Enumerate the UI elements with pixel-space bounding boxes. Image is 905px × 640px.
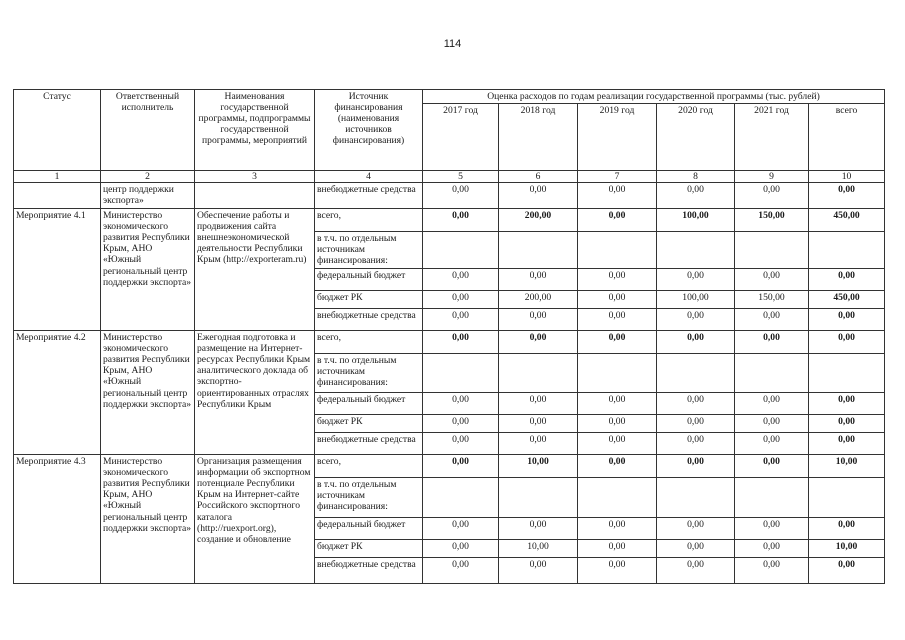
- value-cell: 0,00: [578, 414, 657, 432]
- value-cell: 0,00: [809, 308, 885, 330]
- column-number: 2: [101, 171, 195, 183]
- source-cell: бюджет РК: [315, 414, 423, 432]
- value-cell: 0,00: [578, 432, 657, 454]
- value-cell: 0,00: [578, 208, 657, 231]
- value-cell: 0,00: [809, 268, 885, 290]
- value-cell: 0,00: [423, 208, 499, 231]
- value-cell: 450,00: [809, 208, 885, 231]
- value-cell: 0,00: [578, 308, 657, 330]
- value-cell: 0,00: [499, 517, 578, 539]
- header-year: 2021 год: [735, 104, 809, 171]
- header-status: Статус: [14, 90, 101, 171]
- value-cell: 10,00: [499, 454, 578, 477]
- column-number: 9: [735, 171, 809, 183]
- value-cell: 100,00: [657, 290, 735, 308]
- value-cell: 0,00: [657, 517, 735, 539]
- value-cell: 0,00: [423, 517, 499, 539]
- value-cell: 0,00: [735, 392, 809, 414]
- value-cell: 0,00: [499, 268, 578, 290]
- value-cell: 0,00: [809, 183, 885, 208]
- value-cell: [657, 353, 735, 392]
- value-cell: [657, 231, 735, 268]
- source-cell: в т.ч. по отдельным источникам финансирования:: [315, 231, 423, 268]
- value-cell: 10,00: [809, 454, 885, 477]
- value-cell: [578, 353, 657, 392]
- executor-cell: центр поддержки экспорта»: [101, 183, 195, 208]
- source-cell: всего,: [315, 208, 423, 231]
- value-cell: 150,00: [735, 290, 809, 308]
- column-number: 3: [195, 171, 315, 183]
- value-cell: [809, 353, 885, 392]
- value-cell: 10,00: [809, 539, 885, 557]
- value-cell: 0,00: [499, 392, 578, 414]
- value-cell: [499, 231, 578, 268]
- page-number: 114: [443, 38, 462, 50]
- value-cell: 0,00: [578, 183, 657, 208]
- value-cell: 0,00: [578, 454, 657, 477]
- value-cell: 0,00: [423, 557, 499, 583]
- value-cell: [578, 477, 657, 517]
- header-year: 2017 год: [423, 104, 499, 171]
- value-cell: 0,00: [735, 268, 809, 290]
- column-number: 5: [423, 171, 499, 183]
- value-cell: 0,00: [423, 183, 499, 208]
- source-cell: внебюджетные средства: [315, 557, 423, 583]
- value-cell: 0,00: [423, 330, 499, 353]
- header-source: Источник финансирования (наименования источников финансирования): [315, 90, 423, 171]
- value-cell: [809, 231, 885, 268]
- value-cell: 0,00: [578, 557, 657, 583]
- source-cell: внебюджетные средства: [315, 183, 423, 208]
- column-number: 7: [578, 171, 657, 183]
- value-cell: 0,00: [735, 330, 809, 353]
- value-cell: 0,00: [423, 454, 499, 477]
- table-row-continuation: [14, 183, 885, 208]
- value-cell: 0,00: [809, 414, 885, 432]
- source-cell: всего,: [315, 330, 423, 353]
- source-cell: бюджет РК: [315, 290, 423, 308]
- status-cell: [14, 183, 101, 208]
- source-cell: бюджет РК: [315, 539, 423, 557]
- value-cell: 0,00: [735, 539, 809, 557]
- column-number: 6: [499, 171, 578, 183]
- source-cell: федеральный бюджет: [315, 268, 423, 290]
- value-cell: 0,00: [735, 308, 809, 330]
- value-cell: [423, 477, 499, 517]
- value-cell: 200,00: [499, 208, 578, 231]
- value-cell: 0,00: [423, 308, 499, 330]
- value-cell: [735, 231, 809, 268]
- value-cell: 0,00: [735, 414, 809, 432]
- value-cell: 0,00: [499, 330, 578, 353]
- value-cell: 0,00: [735, 517, 809, 539]
- column-number: 8: [657, 171, 735, 183]
- value-cell: 0,00: [657, 454, 735, 477]
- source-cell: всего,: [315, 454, 423, 477]
- value-cell: 0,00: [499, 183, 578, 208]
- value-cell: 0,00: [657, 557, 735, 583]
- value-cell: 0,00: [423, 268, 499, 290]
- value-cell: 0,00: [578, 268, 657, 290]
- source-cell: внебюджетные средства: [315, 308, 423, 330]
- value-cell: 0,00: [735, 557, 809, 583]
- value-cell: [578, 231, 657, 268]
- source-cell: федеральный бюджет: [315, 517, 423, 539]
- header-name: Наименования государственной программы, подпрограммы государственной программы, мероприятий: [195, 90, 315, 171]
- source-cell: внебюджетные средства: [315, 432, 423, 454]
- value-cell: 0,00: [657, 268, 735, 290]
- value-cell: 0,00: [809, 517, 885, 539]
- value-cell: 0,00: [578, 539, 657, 557]
- value-cell: 0,00: [657, 432, 735, 454]
- value-cell: 0,00: [499, 308, 578, 330]
- name-cell: [195, 183, 315, 208]
- value-cell: [657, 477, 735, 517]
- value-cell: 0,00: [423, 392, 499, 414]
- table-header: [14, 90, 885, 183]
- value-cell: 0,00: [423, 414, 499, 432]
- header-year: 2019 год: [578, 104, 657, 171]
- value-cell: 0,00: [423, 539, 499, 557]
- value-cell: 0,00: [657, 308, 735, 330]
- value-cell: 0,00: [578, 290, 657, 308]
- value-cell: 0,00: [578, 330, 657, 353]
- value-cell: 150,00: [735, 208, 809, 231]
- value-cell: 100,00: [657, 208, 735, 231]
- source-cell: федеральный бюджет: [315, 392, 423, 414]
- executor-cell: Министерство экономического развития Республики Крым, АНО «Южный региональный центр поддержки экспорта»: [101, 208, 195, 330]
- value-cell: [735, 477, 809, 517]
- value-cell: [423, 231, 499, 268]
- value-cell: 0,00: [499, 557, 578, 583]
- table-row: [14, 330, 885, 353]
- value-cell: 0,00: [735, 454, 809, 477]
- executor-cell: Министерство экономического развития Республики Крым, АНО «Южный региональный центр поддержки экспорта»: [101, 330, 195, 454]
- value-cell: 0,00: [809, 557, 885, 583]
- value-cell: [735, 353, 809, 392]
- value-cell: 0,00: [578, 392, 657, 414]
- column-number-row: [14, 171, 885, 183]
- value-cell: 10,00: [499, 539, 578, 557]
- value-cell: 0,00: [657, 183, 735, 208]
- header-year: 2020 год: [657, 104, 735, 171]
- value-cell: 0,00: [735, 183, 809, 208]
- source-cell: в т.ч. по отдельным источникам финансирования:: [315, 353, 423, 392]
- source-cell: в т.ч. по отдельным источникам финансирования:: [315, 477, 423, 517]
- budget-table: [13, 89, 885, 584]
- column-number: 4: [315, 171, 423, 183]
- value-cell: 0,00: [809, 330, 885, 353]
- table-row: [14, 208, 885, 231]
- header-year: всего: [809, 104, 885, 171]
- header-executor: Ответственный исполнитель: [101, 90, 195, 171]
- value-cell: 0,00: [657, 414, 735, 432]
- column-number: 10: [809, 171, 885, 183]
- value-cell: 0,00: [423, 290, 499, 308]
- value-cell: 0,00: [423, 432, 499, 454]
- header-year: 2018 год: [499, 104, 578, 171]
- value-cell: 0,00: [657, 392, 735, 414]
- value-cell: 0,00: [809, 432, 885, 454]
- value-cell: 0,00: [578, 517, 657, 539]
- table-row: [14, 454, 885, 477]
- value-cell: 0,00: [809, 392, 885, 414]
- name-cell: Организация размещения информации об экспортном потенциале Республики Крым на Интернет-сайте Российского экспортного каталога (http://ruexport.org), создание и обновление: [195, 454, 315, 583]
- value-cell: [499, 353, 578, 392]
- value-cell: 0,00: [657, 330, 735, 353]
- value-cell: 0,00: [499, 432, 578, 454]
- value-cell: [423, 353, 499, 392]
- status-cell: Мероприятие 4.1: [14, 208, 101, 330]
- status-cell: Мероприятие 4.3: [14, 454, 101, 583]
- value-cell: [499, 477, 578, 517]
- executor-cell: Министерство экономического развития Республики Крым, АНО «Южный региональный центр поддержки экспорта»: [101, 454, 195, 583]
- status-cell: Мероприятие 4.2: [14, 330, 101, 454]
- value-cell: 0,00: [735, 432, 809, 454]
- value-cell: 0,00: [499, 414, 578, 432]
- table-body: [14, 183, 885, 583]
- column-number: 1: [14, 171, 101, 183]
- value-cell: 0,00: [657, 539, 735, 557]
- value-cell: 200,00: [499, 290, 578, 308]
- name-cell: Обеспечение работы и продвижения сайта внешнеэкономической деятельности Республики Крым (http://exporteram.ru): [195, 208, 315, 330]
- value-cell: [809, 477, 885, 517]
- value-cell: 450,00: [809, 290, 885, 308]
- name-cell: Ежегодная подготовка и размещение на Интернет-ресурсах Республики Крым аналитического доклада об экспортно-ориентированных отраслях Республики Крым: [195, 330, 315, 454]
- header-cost-group: Оценка расходов по годам реализации государственной программы (тыс. рублей): [423, 90, 885, 104]
